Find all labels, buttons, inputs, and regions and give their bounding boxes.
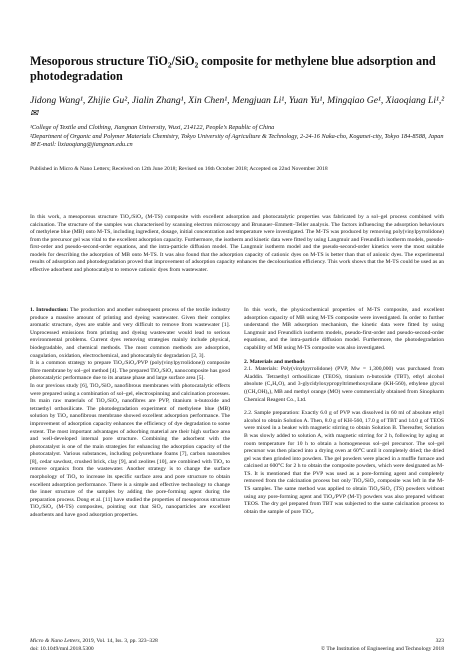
introduction-heading: 1. Introduction: <box>30 307 69 313</box>
affiliation-1: ¹College of Textile and Clothing, Jiangnan University, Wuxi, 214122, People’s Republic of China <box>30 124 275 131</box>
affiliations <box>30 124 450 150</box>
sample-preparation-paragraph: 2.2. Sample preparation: Exactly 6.0 g of PVP was dissolved in 60 ml of absolute ethyl alcohol to obtain Solution A. Then, 8.0 g of KH-560, 17.0 g of TBT and 14.0 g of TEOS were mixed in a beaker with magnetic stirring to obtain Solution B. Thereafter, Solution B was slowly added to solution A, with magnetic stirring for 2 h, following by aging at room temperature for 10 h to obtain a homogeneous sol–gel precursor. The sol–gel precursor was then placed into a drying oven at 60°C until it completely dried; the dried gel was then grinded into powders. The gel powders were placed in a muffle furnace and calcined at 600°C for 2 h to obtain the composite powders, which were designated as M-TS. It is mentioned that the PVP was used as a pore-forming agent and completely removed from the calcination process but only TiO₂/SiO₂ composite was left in the M-TS samples. The same method was applied to obtain TiO₂/SiO₂ (TS) powders without using any pore-forming agent and TiO₂/PVP (M-T) powders was also prepared without TEOS. The dry gel prepared from TBT was subjected to the same calcination process to obtain the sample of pure TiO₂. <box>244 410 444 515</box>
left-column <box>30 307 230 520</box>
page-number: 323 <box>435 638 444 644</box>
intro-paragraph-2: It is a common strategy to prepare TiO₂/SiO₂/PVP (poly(vinylpyrrolidone)) composite fibre membrane by sol–gel method [4]. The prepared TiO₂/SiO₂ nanocomposite has good photocatalytic performance due to its anatase phase and large surface area [5]. <box>30 360 230 382</box>
intro-paragraph-1 <box>30 307 230 360</box>
paper-title: Mesoporous structure TiO₂/SiO₂ composite for methylene blue adsorption and photodegradation <box>30 54 436 83</box>
corresponding-email: ✉ E-mail: lixiaoqiang@jiangnan.edu.cn <box>30 141 133 149</box>
doi: doi: 10.1049/mnl.2018.5300 <box>30 646 94 652</box>
affiliation-2: ²Department of Organic and Polymer Materials Chemistry, Tokyo University of Agriculture & Technology, 2-24-16 Naka-cho, Koganei-city, Tokyo 184-8588, Japan <box>30 132 444 140</box>
footer-right <box>321 637 444 653</box>
intro-paragraph-3: In our previous study [6], TiO₂/SiO₂ nanofibrous membranes with photocatalytic effects were prepared using a combination of sol–gel, electrospinning and calcination processes. Its main raw materials of TiO₂/SiO₂ nanofibres are PVP, titanium n-butoxide and tetraethyl orthosilicate. The photodegradation experiment of methylene blue (MB) solution by TiO₂ nanofibrous membrane showed excellent adsorption performance. The improvement of adsorption capacity enhances the efficiency of dye degradation to some extent. The most important advantages of adsorbing material are their high surface area and well-developed internal pore structure. Combining the adsorbent with the photocatalyst is one of the main strategies for enhancing the adsorption capacity of the photocatalyst. Various substances, including polyurethane foams [7], carbon nanotubes [8], cedar sawdust, crushed brick, clay [9], and zeolites [10], are combined with TiO₂ to remove organics from the wastewater. Another strategy is to change the surface morphology of TiO₂ to increase its specific surface area and pore structure to obtain excellent adsorption performance. There is a simple and effective technology to change the inner structure of the samples by adding the pore-forming agent during the preparation process. Dong et al. [11] have studied the properties of mesoporous structure TiO₂/SiO₂ (M-TS) composites, pointing out that SiO₂ nanoparticles are excellent adsorbents and have good adsorption properties. <box>30 382 230 519</box>
intro-text-1: The production and another subsequent process of the textile industry produce a massive amount of printing and dyeing wastewater. Given their complex aromatic structure, dyes are stable and very difficult to remove from wastewater [1]. Unprocessed emissions from printing and dyeing wastewater would lead to serious environmental problems. Current dyes removing strategies mainly include physical, biodegradable, and chemical methods. The most common methods are adsorption, coagulation, oxidation, electrochemical, and photocatalytic degradation [2, 3]. <box>30 307 230 359</box>
footer-citation <box>30 637 158 653</box>
copyright: © The Institution of Engineering and Technology 2018 <box>320 646 444 652</box>
journal-name: Micro & Nano Letters <box>30 638 80 644</box>
methods-heading: 2. Materials and methods <box>244 358 305 365</box>
publication-history: Published in Micro & Nano Letters; Received on 12th June 2018; Revised on 16th October 2018; Accepted on 22nd November 2018 <box>30 166 328 172</box>
volume-issue: , 2019, Vol. 14, Iss. 3, pp. 323–328 <box>79 638 158 644</box>
right-column <box>244 307 444 516</box>
abstract: In this work, a mesoporous structure TiO₂/SiO₂ (M-TS) composite with excellent adsorption and photocatalytic properties was fabricated by a sol–gel process combined with calcination. The structure of the samples was characterised by scanning electron microscopy and Brunauer–Emmett–Teller analysis. The factors influencing the adsorption behaviours of methylene blue (MB) onto M-TS, including ingredient, dosage, initial concentration and temperature were investigated. The M-TS was produced by removing poly(vinylpyrrolidone) from the precursor gel was vital to the excellent adsorption capacity. Furthermore, the isotherm and kinetic data were fitted by using Langmuir and Freundlich isotherm models, pseudo-first-order and pseudo-second-order equations, and the intra-particle diffusion model. The Langmuir isotherm model and the pseudo-second-order kinetics were the most suitable models for describing the adsorption of MB onto M-TS. It was also found that the adsorption capacity of cationic dyes on M-TS is better than that of anionic dyes. The experimental results of adsorption and photodegradation proved that improvement of adsorption capacity enhances the decolourisation efficiency. This work shows that the M-TS could be used as an effective adsorbent and photocatalyst to remove cationic dyes from wastewater. <box>30 214 444 273</box>
materials-paragraph: 2.1. Materials: Poly(vinylpyrrolidone) (PVP, Mw = 1,300,000) was purchased from Aladdin. Tetraethyl orthosilicate (TEOS), titanium n-butoxide (TBT), ethyl alcohol absolute (C₂H₅O), and 3-glycidyloxypropyltrimethoxysilane (KH-560), ethylene glycol ((CH₂OH)₂), MB and methyl orange (MO) were commercially obtained from Sinopharm Chemical Reagent Co., Ltd. <box>244 366 444 403</box>
intro-paragraph-4: In this work, the physicochemical properties of M-TS composite, and excellent adsorption capacity of MB using M-TS composite were investigated. In order to further understand the MB adsorption mechanism, the kinetic data were fitted by using Langmuir and Freundlich isotherm models, pseudo-first-order and pseudo-second-order equations, and the intra-particle diffusion model. Furthermore, the photodegradation capability of MB using M-TS composite was also investigated. <box>244 307 444 351</box>
author-list: Jidong Wang¹, Zhijie Gu², Jialin Zhang¹, Xin Chen¹, Mengjuan Li¹, Yuan Yu¹, Mingqiao Ge¹, Xiaoqiang Li¹,² ✉ <box>30 95 445 119</box>
